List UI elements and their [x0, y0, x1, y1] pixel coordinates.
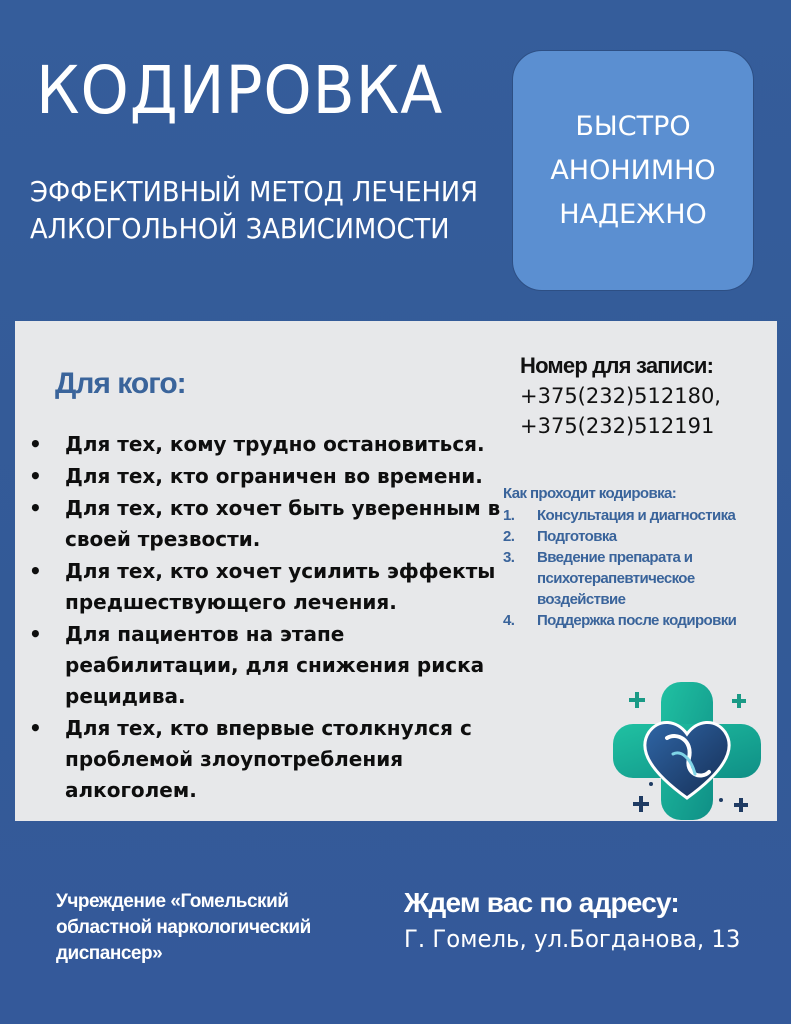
step-number: 2.	[503, 528, 515, 545]
badge-line-anonymous: АНОНИМНО	[550, 154, 716, 186]
step-item	[503, 610, 778, 631]
step-number: 4.	[503, 612, 515, 629]
page-subtitle	[30, 173, 479, 247]
step-number: 1.	[503, 507, 515, 524]
organization-name: Учреждение «Гомельский областной наркологический диспансер»	[56, 891, 311, 964]
list-item: • Для тех, кто ограничен во времени.	[15, 461, 515, 492]
contact-block	[520, 351, 721, 441]
subtitle-line-1: ЭФФЕКТИВНЫЙ МЕТОД ЛЕЧЕНИЯ	[30, 175, 479, 208]
step-number: 3.	[503, 549, 515, 566]
list-item: • Для тех, кто впервые столкнулся с проблемой злоупотребления алкоголем.	[15, 713, 515, 806]
step-item	[503, 505, 778, 526]
step-item	[503, 547, 778, 610]
contact-title: Номер для записи:	[520, 353, 714, 378]
phone-number-2[interactable]: +375(232)512191	[520, 414, 715, 438]
steps-title: Как проходит кодировка:	[503, 485, 677, 502]
steps-list	[503, 505, 778, 631]
step-item	[503, 526, 778, 547]
page-title: КОДИРОВКА	[36, 52, 444, 129]
step-text: Поддержка после кодировки	[537, 612, 737, 629]
benefits-badge	[512, 50, 754, 291]
procedure-steps	[503, 483, 778, 631]
medical-cross-heart-icon	[611, 680, 763, 822]
for-whom-heading: Для кого:	[55, 367, 186, 400]
address-heading: Ждем вас по адресу:	[404, 887, 679, 918]
step-text: Консультация и диагностика	[537, 507, 736, 524]
list-item: • Для пациентов на этапе реабилитации, для снижения риска рецидива.	[15, 619, 515, 712]
for-whom-list	[15, 429, 515, 807]
list-item: • Для тех, кто хочет быть уверенным в своей трезвости.	[15, 493, 515, 555]
phone-number-1[interactable]: +375(232)512180,	[520, 384, 721, 408]
address-text: Г. Гомель, ул.Богданова, 13	[404, 925, 741, 953]
step-text: Подготовка	[537, 528, 617, 545]
step-text: Введение препарата и психотерапевтическое воздействие	[537, 549, 695, 608]
badge-line-fast: БЫСТРО	[575, 110, 691, 142]
list-item: • Для тех, кому трудно остановиться.	[15, 429, 515, 460]
list-item: • Для тех, кто хочет усилить эффекты предшествующего лечения.	[15, 556, 515, 618]
badge-line-reliable: НАДЕЖНО	[559, 198, 707, 230]
info-panel	[15, 321, 777, 821]
subtitle-line-2: АЛКОГОЛЬНОЙ ЗАВИСИМОСТИ	[30, 212, 450, 245]
